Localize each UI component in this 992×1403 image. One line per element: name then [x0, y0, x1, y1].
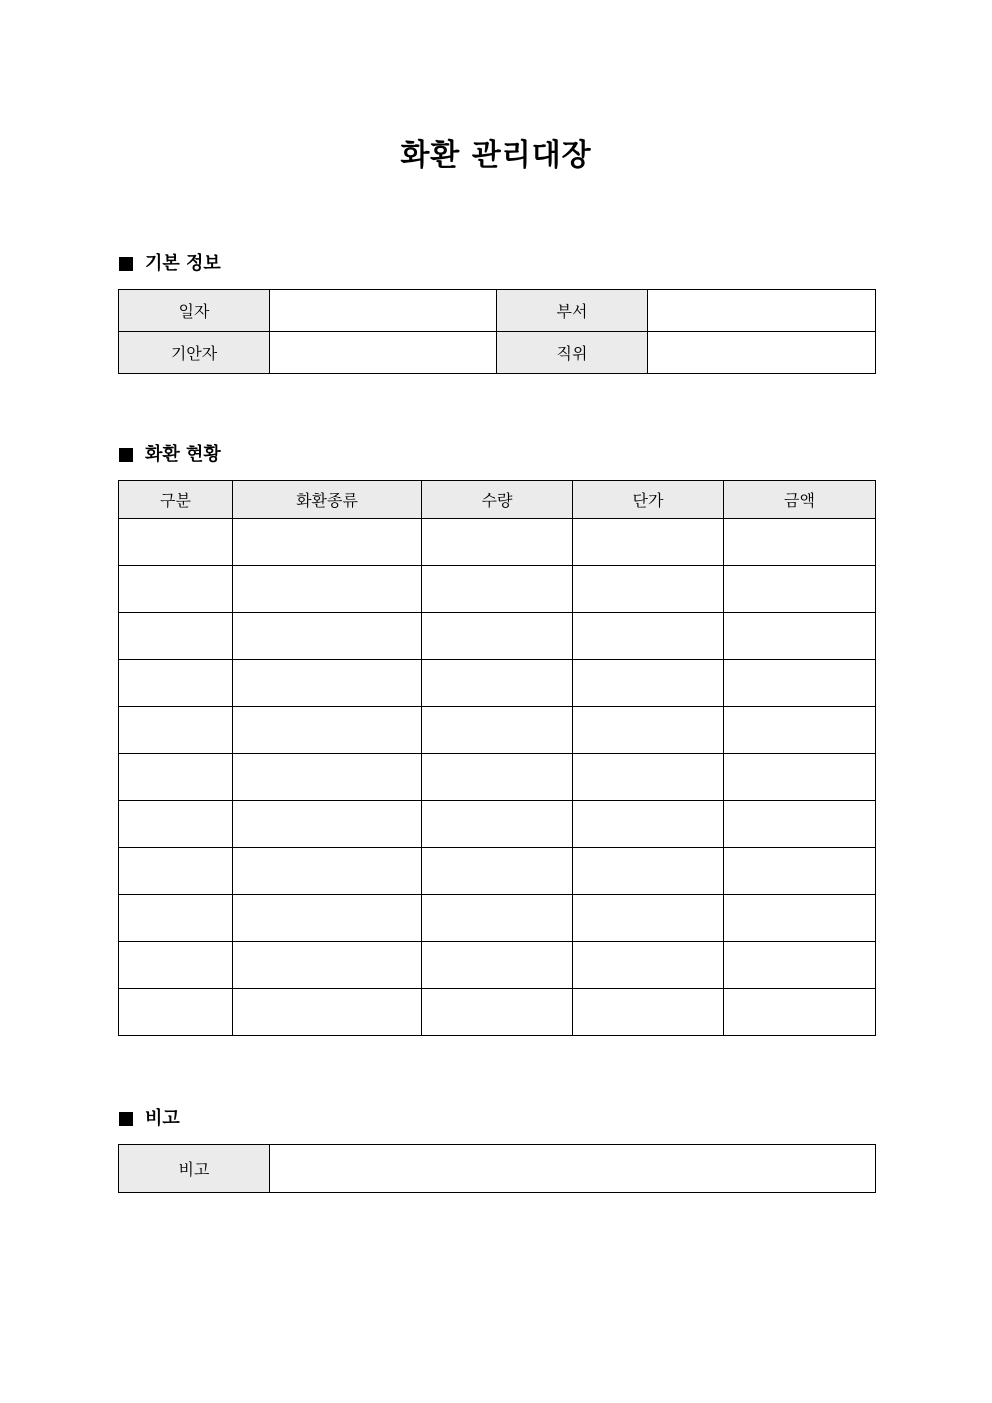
quantity-cell[interactable]: [422, 989, 573, 1036]
amount-cell[interactable]: [724, 801, 876, 848]
wreath-type-cell[interactable]: [233, 895, 422, 942]
unit-price-cell[interactable]: [573, 613, 724, 660]
category-cell[interactable]: [119, 848, 233, 895]
column-header-quantity: 수량: [422, 481, 573, 519]
quantity-cell[interactable]: [422, 942, 573, 989]
category-cell[interactable]: [119, 519, 233, 566]
amount-cell[interactable]: [724, 566, 876, 613]
table-row: [119, 660, 876, 707]
page-title: 화환 관리대장: [400, 138, 592, 173]
wreath-type-cell[interactable]: [233, 613, 422, 660]
remarks-field[interactable]: [270, 1145, 876, 1193]
basic-info-table: [118, 289, 876, 374]
table-header-row: [119, 481, 876, 519]
table-row: [119, 895, 876, 942]
column-header-amount: 금액: [724, 481, 876, 519]
category-cell[interactable]: [119, 895, 233, 942]
wreath-type-cell[interactable]: [233, 989, 422, 1036]
section-heading-label: 화환 현황: [145, 444, 221, 465]
black-square-icon: [119, 1112, 133, 1126]
table-row: [119, 290, 876, 332]
quantity-cell[interactable]: [422, 801, 573, 848]
table-row: [119, 942, 876, 989]
wreath-status-table: [118, 480, 876, 1036]
drafter-field[interactable]: [270, 332, 497, 374]
amount-cell[interactable]: [724, 707, 876, 754]
quantity-cell[interactable]: [422, 848, 573, 895]
drafter-label: 기안자: [119, 332, 270, 374]
table-row: [119, 707, 876, 754]
unit-price-cell[interactable]: [573, 989, 724, 1036]
unit-price-cell[interactable]: [573, 660, 724, 707]
amount-cell[interactable]: [724, 754, 876, 801]
column-header-wreath-type: 화환종류: [233, 481, 422, 519]
table-row: [119, 754, 876, 801]
amount-cell[interactable]: [724, 519, 876, 566]
amount-cell[interactable]: [724, 848, 876, 895]
amount-cell[interactable]: [724, 660, 876, 707]
amount-cell[interactable]: [724, 895, 876, 942]
table-row: [119, 989, 876, 1036]
wreath-type-cell[interactable]: [233, 660, 422, 707]
section-heading-status: [119, 442, 221, 468]
wreath-type-cell[interactable]: [233, 707, 422, 754]
wreath-type-cell[interactable]: [233, 519, 422, 566]
table-row: [119, 566, 876, 613]
quantity-cell[interactable]: [422, 660, 573, 707]
category-cell[interactable]: [119, 566, 233, 613]
table-row: [119, 332, 876, 374]
unit-price-cell[interactable]: [573, 707, 724, 754]
position-field[interactable]: [648, 332, 876, 374]
table-row: [119, 848, 876, 895]
department-label: 부서: [497, 290, 648, 332]
section-heading-label: 비고: [145, 1108, 180, 1129]
category-cell[interactable]: [119, 801, 233, 848]
position-label: 직위: [497, 332, 648, 374]
quantity-cell[interactable]: [422, 754, 573, 801]
table-row: [119, 1145, 876, 1193]
wreath-type-cell[interactable]: [233, 942, 422, 989]
wreath-type-cell[interactable]: [233, 566, 422, 613]
column-header-category: 구분: [119, 481, 233, 519]
unit-price-cell[interactable]: [573, 895, 724, 942]
date-label: 일자: [119, 290, 270, 332]
quantity-cell[interactable]: [422, 707, 573, 754]
wreath-type-cell[interactable]: [233, 801, 422, 848]
date-field[interactable]: [270, 290, 497, 332]
table-row: [119, 801, 876, 848]
section-heading-label: 기본 정보: [145, 253, 221, 274]
category-cell[interactable]: [119, 754, 233, 801]
section-heading-remarks: [119, 1106, 180, 1132]
quantity-cell[interactable]: [422, 613, 573, 660]
unit-price-cell[interactable]: [573, 566, 724, 613]
category-cell[interactable]: [119, 942, 233, 989]
unit-price-cell[interactable]: [573, 754, 724, 801]
unit-price-cell[interactable]: [573, 942, 724, 989]
quantity-cell[interactable]: [422, 566, 573, 613]
category-cell[interactable]: [119, 707, 233, 754]
amount-cell[interactable]: [724, 613, 876, 660]
column-header-unit-price: 단가: [573, 481, 724, 519]
wreath-type-cell[interactable]: [233, 754, 422, 801]
remarks-label: 비고: [119, 1145, 270, 1193]
quantity-cell[interactable]: [422, 895, 573, 942]
amount-cell[interactable]: [724, 942, 876, 989]
remarks-table: [118, 1144, 876, 1193]
wreath-type-cell[interactable]: [233, 848, 422, 895]
unit-price-cell[interactable]: [573, 801, 724, 848]
black-square-icon: [119, 448, 133, 462]
unit-price-cell[interactable]: [573, 848, 724, 895]
quantity-cell[interactable]: [422, 519, 573, 566]
category-cell[interactable]: [119, 660, 233, 707]
section-heading-basic-info: [119, 251, 221, 277]
unit-price-cell[interactable]: [573, 519, 724, 566]
amount-cell[interactable]: [724, 989, 876, 1036]
black-square-icon: [119, 257, 133, 271]
table-row: [119, 519, 876, 566]
category-cell[interactable]: [119, 989, 233, 1036]
category-cell[interactable]: [119, 613, 233, 660]
table-row: [119, 613, 876, 660]
department-field[interactable]: [648, 290, 876, 332]
